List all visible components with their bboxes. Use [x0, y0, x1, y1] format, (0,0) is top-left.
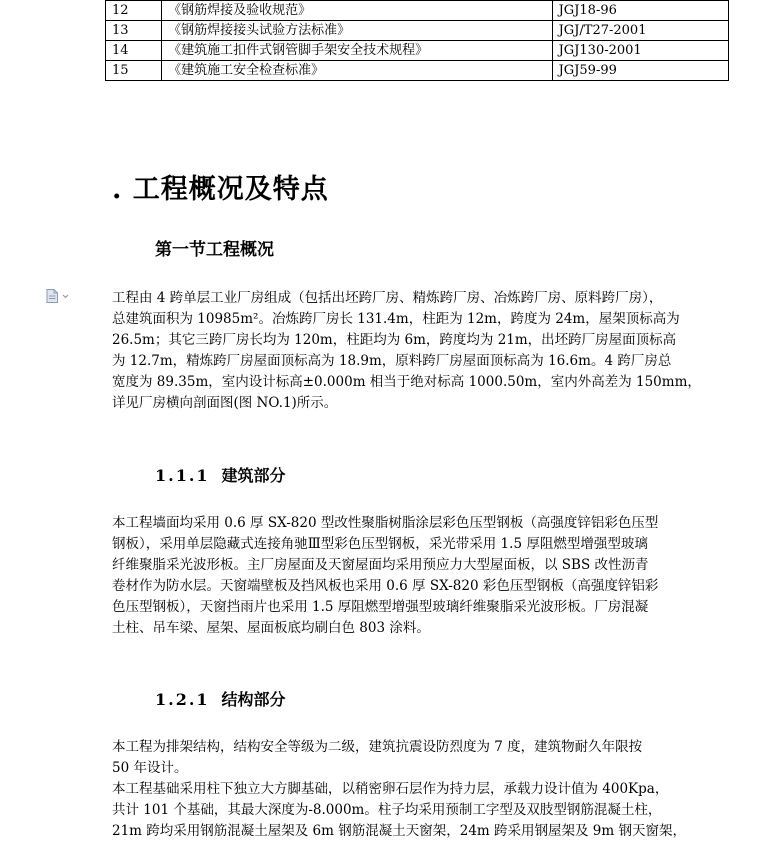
standard-number-cell: 14 [106, 41, 162, 61]
paragraph-line: 21m 跨均采用钢筋混凝土屋架及 6m 钢筋混凝土天窗架，24m 跨采用钢屋架及 9m 钢天窗架， [112, 823, 686, 839]
architecture-title: 建筑部分 [221, 466, 286, 485]
paragraph-line: 26.5m；其它三跨厂房长均为 120m，柱距均为 6m，跨度均为 21m，出坯跨厂房屋面顶标高 [112, 332, 677, 348]
structure-number: 1.2.1 [155, 690, 210, 709]
architecture-paragraph [112, 513, 668, 639]
chapter-title: . 工程概况及特点 [112, 174, 329, 205]
paragraph-line: 工程由 4 跨单层工业厂房组成（包括出坯跨厂房、精炼跨厂房、冶炼跨厂房、原料跨厂房）， [112, 290, 663, 306]
standard-name-cell: 《钢筋焊接及验收规范》 [162, 1, 553, 21]
overview-paragraph [112, 288, 701, 414]
table-row [106, 21, 729, 41]
standard-code-cell: JGJ18-96 [552, 1, 728, 21]
table-row [106, 41, 729, 61]
table-row [106, 61, 729, 81]
standard-number-cell: 15 [106, 61, 162, 81]
structure-title: 结构部分 [221, 690, 286, 709]
paragraph-line: 本工程为排架结构，结构安全等级为二级，建筑抗震设防烈度为 7 度，建筑物耐久年限按 [112, 739, 643, 755]
standards-table [105, 0, 729, 81]
section-title: 第一节工程概况 [155, 240, 274, 260]
paragraph-line: 总建筑面积为 10985m²。冶炼跨厂房长 131.4m，柱距为 12m，跨度为 24m，屋架顶标高为 [112, 311, 680, 327]
standard-code-cell: JGJ59-99 [552, 61, 728, 81]
standard-number-cell: 12 [106, 1, 162, 21]
architecture-number: 1.1.1 [155, 466, 210, 485]
table-row [106, 1, 729, 21]
paragraph-line: 本工程基础采用柱下独立大方脚基础，以稍密卵石层作为持力层，承载力设计值为 400Kpa， [112, 781, 669, 797]
standard-name-cell: 《建筑施工扣件式钢管脚手架安全技术规程》 [162, 41, 553, 61]
chevron-down-icon [63, 295, 68, 298]
standard-code-cell: JGJ130-2001 [552, 41, 728, 61]
paragraph-line: 50 年设计。 [112, 760, 188, 776]
standard-name-cell: 《钢筋焊接接头试验方法标准》 [162, 21, 553, 41]
paragraph-line: 纤维聚脂采光波形板。主厂房屋面及天窗屋面均采用预应力大型屋面板，以 SBS 改性沥青 [112, 557, 649, 573]
document-icon[interactable] [45, 289, 71, 303]
paragraph-line: 本工程墙面均采用 0.6 厚 SX-820 型改性聚脂树脂涂层彩色压型钢板（高强度锌铝彩色压型 [112, 515, 659, 531]
paragraph-line: 土柱、吊车梁、屋架、屋面板底均刷白色 803 涂料。 [112, 620, 430, 636]
paragraph-line: 详见厂房横向剖面图(图 NO.1)所示。 [112, 395, 338, 411]
paragraph-line: 钢板），采用单层隐藏式连接角驰Ⅲ型彩色压型钢板，采光带采用 1.5 厚阻燃型增强型玻璃 [112, 536, 648, 552]
paragraph-line: 卷材作为防水层。天窗端壁板及挡风板也采用 0.6 厚 SX-820 彩色压型钢板（高强度锌铝彩 [112, 578, 659, 594]
paragraph-line: 共计 101 个基础，其最大深度为-8.000m。柱子均采用预制工字型及双肢型钢筋混凝土柱， [112, 802, 662, 818]
standard-number-cell: 13 [106, 21, 162, 41]
paragraph-line: 为 12.7m，精炼跨厂房屋面顶标高为 18.9m，原料跨厂房屋面顶标高为 16.6m。4 跨厂房总 [112, 353, 672, 369]
standard-code-cell: JGJ/T27-2001 [552, 21, 728, 41]
structure-paragraph [112, 737, 686, 842]
standard-name-cell: 《建筑施工安全检查标准》 [162, 61, 553, 81]
architecture-heading [155, 463, 286, 486]
paragraph-line: 宽度为 89.35m，室内设计标高±0.000m 相当于绝对标高 1000.50m，室内外高差为 150mm， [112, 374, 701, 390]
paragraph-line: 色压型钢板），天窗挡雨片也采用 1.5 厚阻燃型增强型玻璃纤维聚脂采光波形板。厂房混凝 [112, 599, 649, 615]
structure-heading [155, 687, 286, 710]
